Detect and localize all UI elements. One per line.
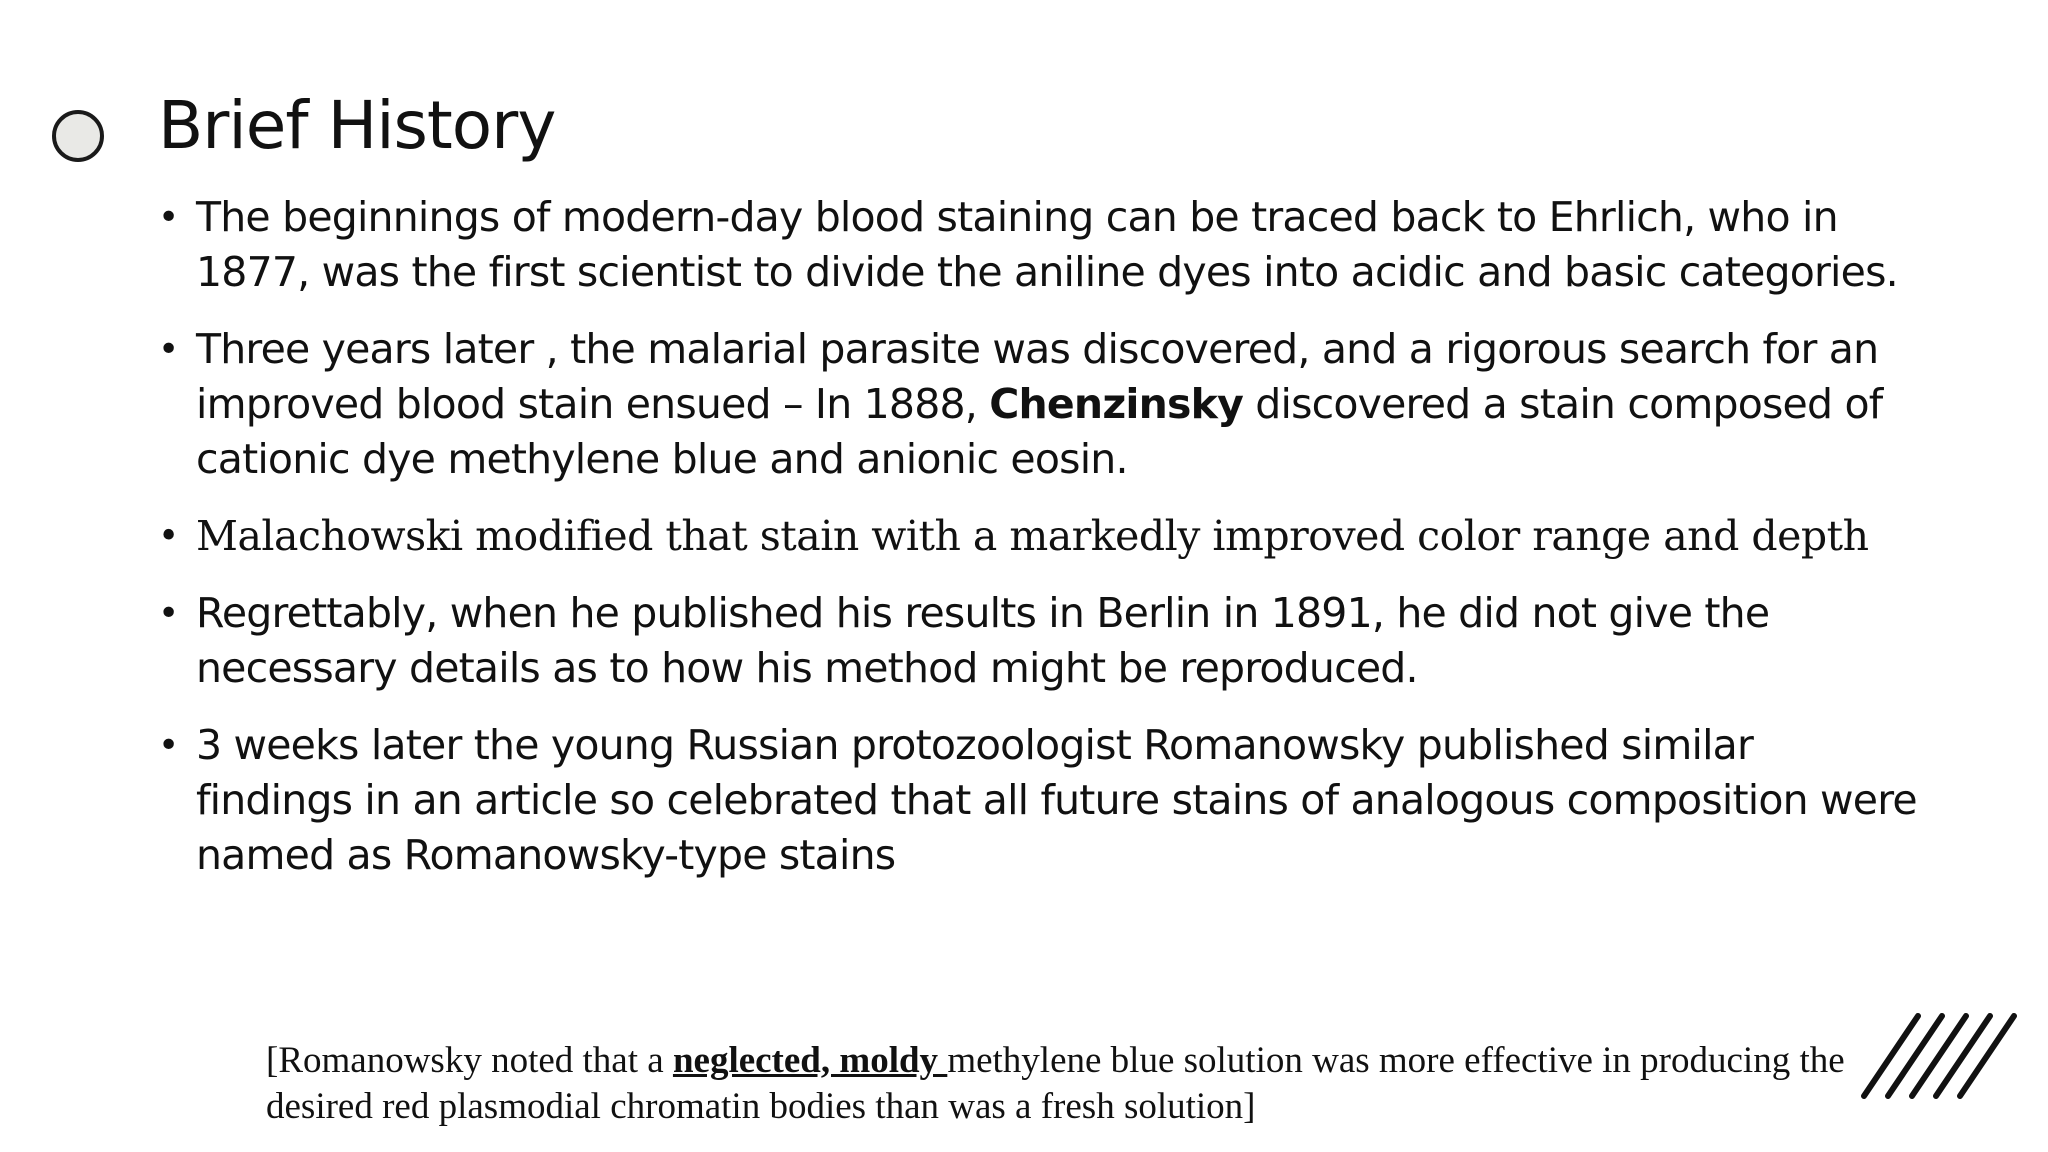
bullet-text: 3 weeks later the young Russian protozoologist Romanowsky published similar findings in an article so celebrated that all future stains of analogous composition were named as Romanowsky-type stains: [196, 721, 1917, 879]
slash-line: [1888, 1016, 1942, 1096]
bullet-text: Regrettably, when he published his results in Berlin in 1891, he did not give the necessary details as to how his method might be reproduced.: [196, 589, 1770, 692]
bullet-text-post: discovered a stain composed of cationic dye methylene blue and anionic eosin.: [196, 380, 1883, 483]
slash-line: [1864, 1016, 1918, 1096]
bullet-berlin: [158, 586, 1918, 696]
bullet-ehrlich: [158, 190, 1918, 300]
bullet-text-pre: Three years later , the malarial parasite was discovered, and a rigorous search for an improved blood stain ensued – In 1888,: [196, 325, 1879, 428]
bullet-list: [158, 190, 1918, 905]
circle-bullet-icon: [52, 110, 104, 162]
footnote-emphasis: neglected, moldy: [672, 1040, 948, 1081]
bullet-chenzinsky: [158, 322, 1918, 487]
bullet-malachowski: [158, 509, 1918, 564]
footnote-pre: [Romanowsky noted that a: [266, 1040, 673, 1081]
bullet-romanowsky: [158, 718, 1918, 883]
bullet-text-strong: Chenzinsky: [989, 380, 1244, 428]
slide-title: Brief History: [158, 87, 556, 164]
bullet-text: Malachowski modified that stain with a markedly improved color range and depth: [196, 512, 1869, 560]
footnote: [266, 1038, 1846, 1130]
footnote-post: methylene blue solution was more effective in producing the desired red plasmodial chromatin bodies than was a fresh solution]: [266, 1040, 1845, 1127]
slash-line: [1960, 1016, 2014, 1096]
slash-line: [1936, 1016, 1990, 1096]
bullet-text: The beginnings of modern-day blood staining can be traced back to Ehrlich, who in 1877, was the first scientist to divide the aniline dyes into acidic and basic categories.: [196, 193, 1898, 296]
slash-line: [1912, 1016, 1966, 1096]
diagonal-slashes-icon: [1860, 1010, 2020, 1100]
